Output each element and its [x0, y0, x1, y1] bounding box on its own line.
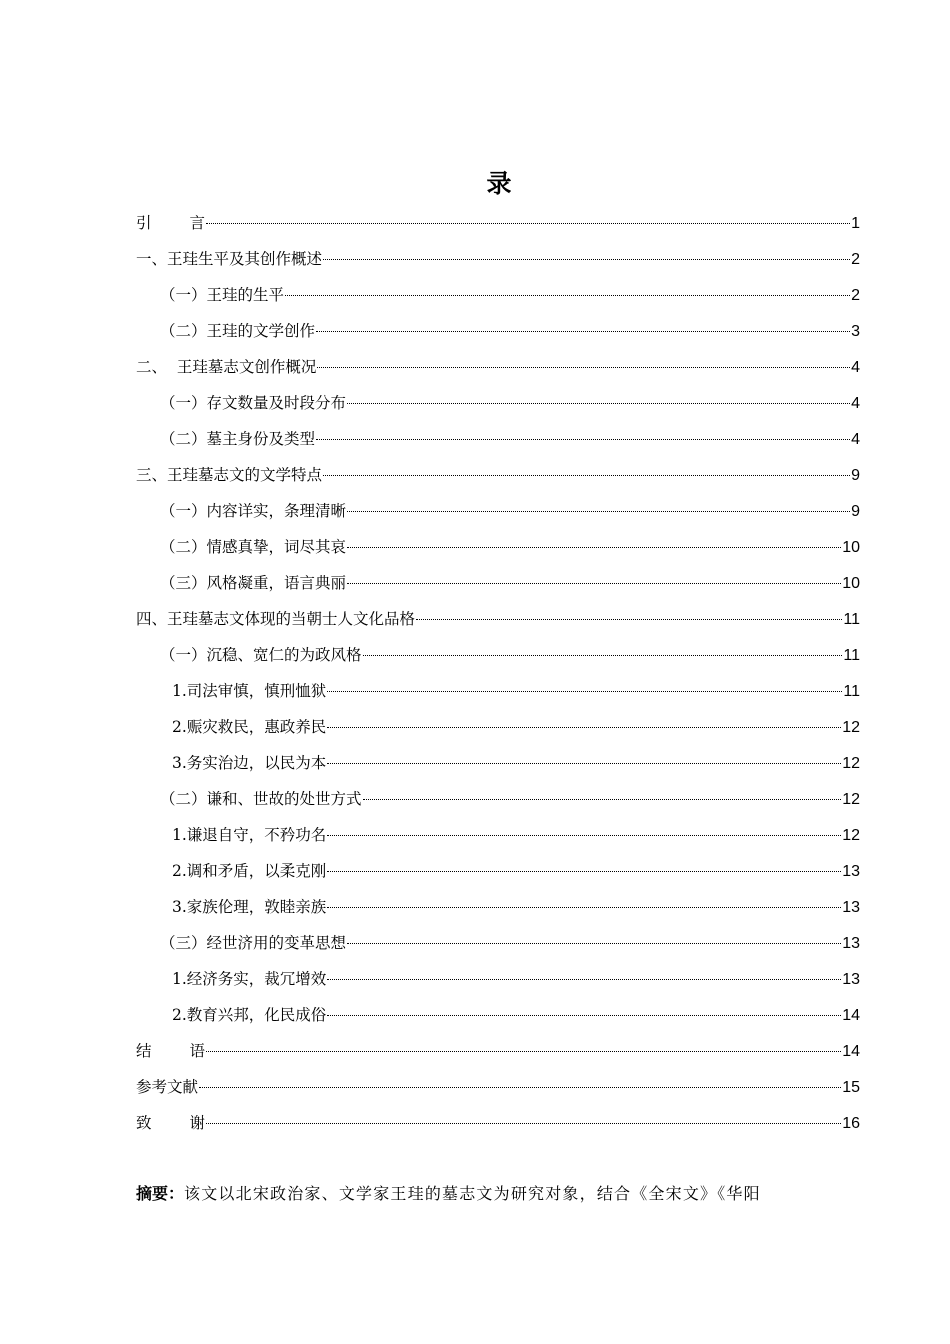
toc-entry-section-3-2[interactable] [136, 529, 860, 565]
toc-entry-label: 2.调和矛盾，以柔克刚 [172, 862, 327, 880]
toc-entry-label: 3.家族伦理，敦睦亲族 [172, 898, 327, 916]
dot-leader [327, 727, 841, 728]
toc-entry-chapter-4[interactable] [136, 601, 860, 637]
toc-page-number: 11 [843, 611, 860, 628]
dot-leader [347, 511, 850, 512]
toc-label-char: 致 [136, 1114, 152, 1132]
toc-page-number: 10 [842, 539, 860, 556]
toc-page-number: 4 [851, 359, 860, 376]
toc-entry-subsection-4-2-2[interactable] [136, 853, 860, 889]
toc-page-number: 16 [842, 1115, 860, 1132]
dot-leader [347, 547, 841, 548]
toc-page-number: 12 [842, 719, 860, 736]
toc-entry-introduction[interactable] [136, 205, 860, 241]
toc-entry-label: 2.教育兴邦，化民成俗 [172, 1006, 327, 1024]
toc-page-number: 11 [843, 683, 860, 700]
toc-entry-label: 1.司法审慎，慎刑恤狱 [172, 682, 327, 700]
toc-label-char: 言 [189, 214, 206, 232]
toc-entry-label: 1.经济务实，裁冗增效 [172, 970, 327, 988]
dot-leader [327, 907, 841, 908]
toc-label-char: 语 [189, 1042, 206, 1060]
abstract-label: 摘要： [136, 1184, 185, 1203]
toc-entry-section-2-1[interactable] [136, 385, 860, 421]
dot-leader [316, 439, 850, 440]
toc-entry-section-1-2[interactable] [136, 313, 860, 349]
toc-entry-label [136, 205, 205, 241]
toc-entry-section-3-3[interactable] [136, 565, 860, 601]
toc-entry-section-2-2[interactable] [136, 421, 860, 457]
toc-entry-label: 3.务实治边，以民为本 [172, 754, 327, 772]
toc-page-number: 10 [842, 575, 860, 592]
toc-entry-label [136, 1033, 205, 1069]
dot-leader [363, 655, 843, 656]
toc-entry-chapter-2[interactable] [136, 349, 860, 385]
abstract-paragraph [136, 1180, 860, 1208]
toc-entry-label: 四、王珪墓志文体现的当朝士人文化品格 [136, 610, 416, 628]
dot-leader [317, 367, 850, 368]
dot-leader [206, 1123, 841, 1124]
dot-leader [347, 943, 841, 944]
toc-entry-label: （一）内容详实，条理清晰 [160, 502, 347, 520]
toc-entry-label [136, 1105, 205, 1141]
toc-page-number: 9 [851, 503, 860, 520]
toc-entry-label: （二）墓主身份及类型 [160, 430, 316, 448]
toc-page-number: 2 [851, 251, 860, 268]
toc-page-number: 12 [842, 755, 860, 772]
dot-leader [327, 691, 842, 692]
dot-leader [327, 763, 841, 764]
toc-page-number: 4 [851, 431, 860, 448]
toc-entry-subsection-4-1-2[interactable] [136, 709, 860, 745]
table-of-contents [136, 205, 860, 1141]
toc-entry-chapter-3[interactable] [136, 457, 860, 493]
toc-entry-conclusion[interactable] [136, 1033, 860, 1069]
toc-page-number: 14 [842, 1007, 860, 1024]
toc-entry-subsection-4-1-1[interactable] [136, 673, 860, 709]
toc-entry-label: （一）存文数量及时段分布 [160, 394, 347, 412]
toc-entry-label: （一）王珪的生平 [160, 286, 285, 304]
toc-entry-subsection-4-1-3[interactable] [136, 745, 860, 781]
toc-entry-section-4-1[interactable] [136, 637, 860, 673]
toc-label-char: 引 [136, 214, 152, 232]
toc-title: 录 [486, 169, 512, 198]
toc-entry-label: （二）谦和、世故的处世方式 [160, 790, 362, 808]
dot-leader [285, 295, 850, 296]
toc-entry-section-4-3[interactable] [136, 925, 860, 961]
toc-entry-label: 2.赈灾救民，惠政养民 [172, 718, 327, 736]
toc-page-number: 11 [843, 647, 860, 664]
toc-page-number: 4 [851, 395, 860, 412]
dot-leader [347, 583, 841, 584]
toc-label-char: 谢 [189, 1114, 206, 1132]
toc-label-char: 结 [136, 1042, 152, 1060]
toc-page-number: 13 [842, 899, 860, 916]
dot-leader [327, 979, 841, 980]
toc-page-number: 13 [842, 935, 860, 952]
dot-leader [206, 223, 850, 224]
dot-leader [323, 475, 850, 476]
toc-page-number: 12 [842, 791, 860, 808]
dot-leader [363, 799, 842, 800]
toc-entry-label: （二）王珪的文学创作 [160, 322, 316, 340]
toc-page-number: 3 [851, 323, 860, 340]
dot-leader [347, 403, 850, 404]
toc-entry-label: （三）风格凝重，语言典丽 [160, 574, 347, 592]
toc-entry-chapter-1[interactable] [136, 241, 860, 277]
toc-entry-subsection-4-3-2[interactable] [136, 997, 860, 1033]
dot-leader [327, 871, 841, 872]
toc-entry-label: 二、 王珪墓志文创作概况 [136, 358, 317, 376]
abstract-text: 该文以北宋政治家、文学家王珪的墓志文为研究对象，结合《全宋文》《华阳 [184, 1184, 761, 1203]
toc-entry-subsection-4-2-3[interactable] [136, 889, 860, 925]
toc-entry-label: （二）情感真挚，词尽其哀 [160, 538, 347, 556]
toc-page-number: 14 [842, 1043, 860, 1060]
toc-entry-subsection-4-2-1[interactable] [136, 817, 860, 853]
toc-entry-label: （一）沉稳、宽仁的为政风格 [160, 646, 362, 664]
toc-entry-acknowledgements[interactable] [136, 1105, 860, 1141]
toc-entry-section-4-2[interactable] [136, 781, 860, 817]
toc-entry-label: （三）经世济用的变革思想 [160, 934, 347, 952]
toc-page-number: 13 [842, 971, 860, 988]
dot-leader [323, 259, 850, 260]
dot-leader [416, 619, 842, 620]
toc-page-number: 9 [851, 467, 860, 484]
toc-entry-section-3-1[interactable] [136, 493, 860, 529]
toc-entry-label: 三、王珪墓志文的文学特点 [136, 466, 323, 484]
toc-entry-subsection-4-3-1[interactable] [136, 961, 860, 997]
dot-leader [199, 1087, 841, 1088]
dot-leader [316, 331, 850, 332]
dot-leader [327, 835, 841, 836]
toc-page-number: 13 [842, 863, 860, 880]
dot-leader [206, 1051, 841, 1052]
toc-entry-label: 一、王珪生平及其创作概述 [136, 250, 323, 268]
toc-entry-label: 参考文献 [136, 1078, 199, 1096]
toc-entry-references[interactable] [136, 1069, 860, 1105]
toc-entry-label: 1.谦退自守，不矜功名 [172, 826, 327, 844]
toc-page-number: 12 [842, 827, 860, 844]
toc-page-number: 2 [851, 287, 860, 304]
dot-leader [327, 1015, 841, 1016]
toc-page-number: 15 [842, 1079, 860, 1096]
toc-page-number: 1 [851, 215, 860, 232]
toc-entry-section-1-1[interactable] [136, 277, 860, 313]
